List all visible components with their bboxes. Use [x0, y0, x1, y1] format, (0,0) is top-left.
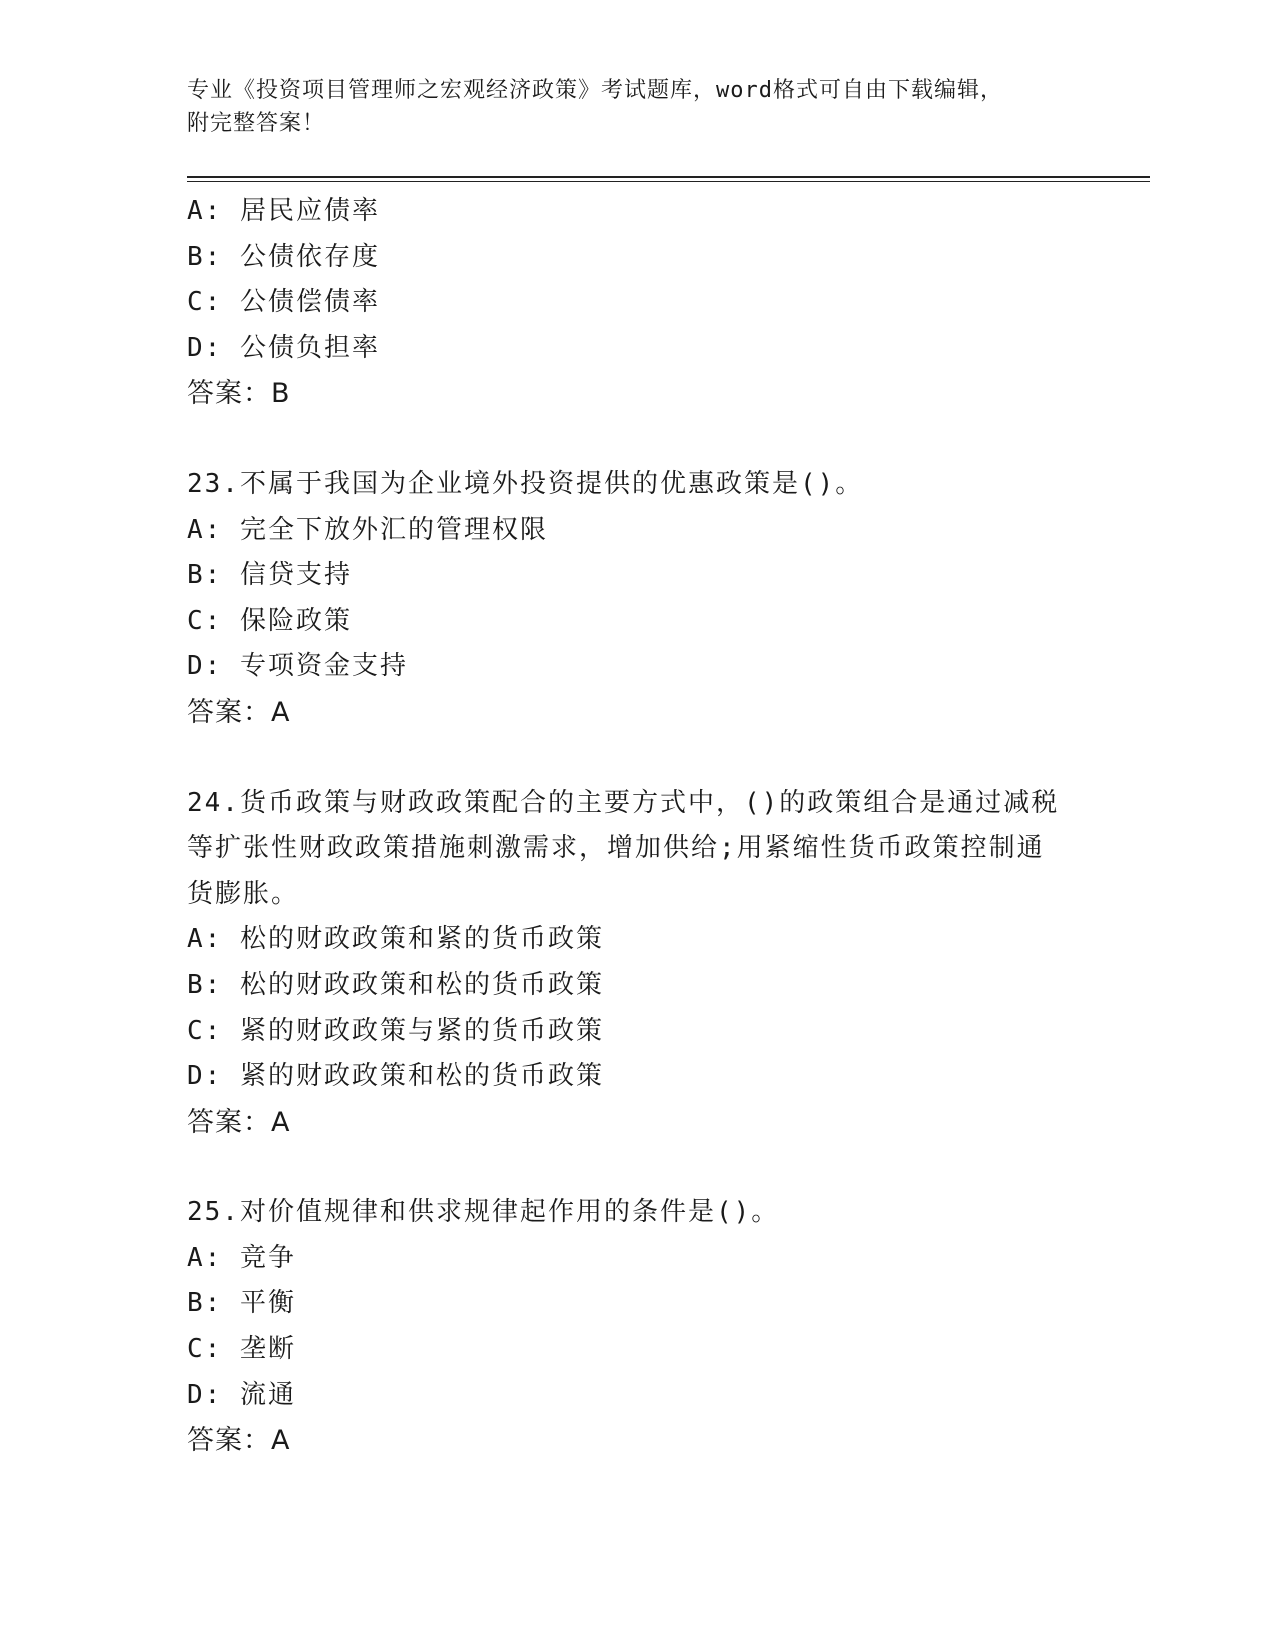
question-stem: 23.不属于我国为企业境外投资提供的优惠政策是()。 [187, 468, 864, 499]
header-line-2: 附完整答案！ [187, 111, 326, 136]
question-25 [187, 1190, 1087, 1464]
option-d: D: 流通 [187, 1379, 296, 1410]
option-a: A: 竞争 [187, 1242, 296, 1273]
option-d: D: 紧的财政政策和松的货币政策 [187, 1061, 604, 1092]
answer-line: 答案：A [187, 696, 291, 728]
header-line-1: 专业《投资项目管理师之宏观经济政策》考试题库，word格式可自由下载编辑， [187, 78, 1003, 103]
answer-line: 答案：B [187, 378, 291, 410]
answer-line: 答案：A [187, 1425, 291, 1457]
option-b: B: 松的财政政策和松的货币政策 [187, 969, 604, 1000]
answer-line: 答案：A [187, 1106, 291, 1138]
header-divider-thin [187, 181, 1150, 182]
option-b: B: 平衡 [187, 1288, 296, 1319]
question-22 [187, 189, 1087, 417]
option-c: C: 保险政策 [187, 605, 352, 636]
option-d: D: 公债负担率 [187, 332, 380, 363]
question-stem-line-3: 货膨胀。 [187, 878, 300, 909]
header-divider-thick [187, 176, 1150, 178]
option-c: C: 垄断 [187, 1334, 296, 1365]
option-a: A: 居民应债率 [187, 196, 380, 226]
question-stem-line-2: 等扩张性财政政策措施刺激需求，增加供给;用紧缩性货币政策控制通 [187, 833, 1045, 864]
option-a: A: 完全下放外汇的管理权限 [187, 514, 548, 545]
document-header [187, 74, 1087, 140]
option-c: C: 公债偿债率 [187, 287, 380, 318]
question-stem-line-1: 24.货币政策与财政政策配合的主要方式中，()的政策组合是通过减税 [187, 787, 1060, 818]
question-stem: 25.对价值规律和供求规律起作用的条件是()。 [187, 1197, 780, 1228]
option-a: A: 松的财政政策和紧的货币政策 [187, 924, 604, 955]
option-b: B: 信贷支持 [187, 560, 352, 591]
question-24 [187, 781, 1087, 1146]
question-list [187, 189, 1087, 1464]
question-23 [187, 462, 1087, 736]
option-d: D: 专项资金支持 [187, 651, 408, 682]
option-c: C: 紧的财政政策与紧的货币政策 [187, 1015, 604, 1046]
option-b: B: 公债依存度 [187, 241, 380, 272]
